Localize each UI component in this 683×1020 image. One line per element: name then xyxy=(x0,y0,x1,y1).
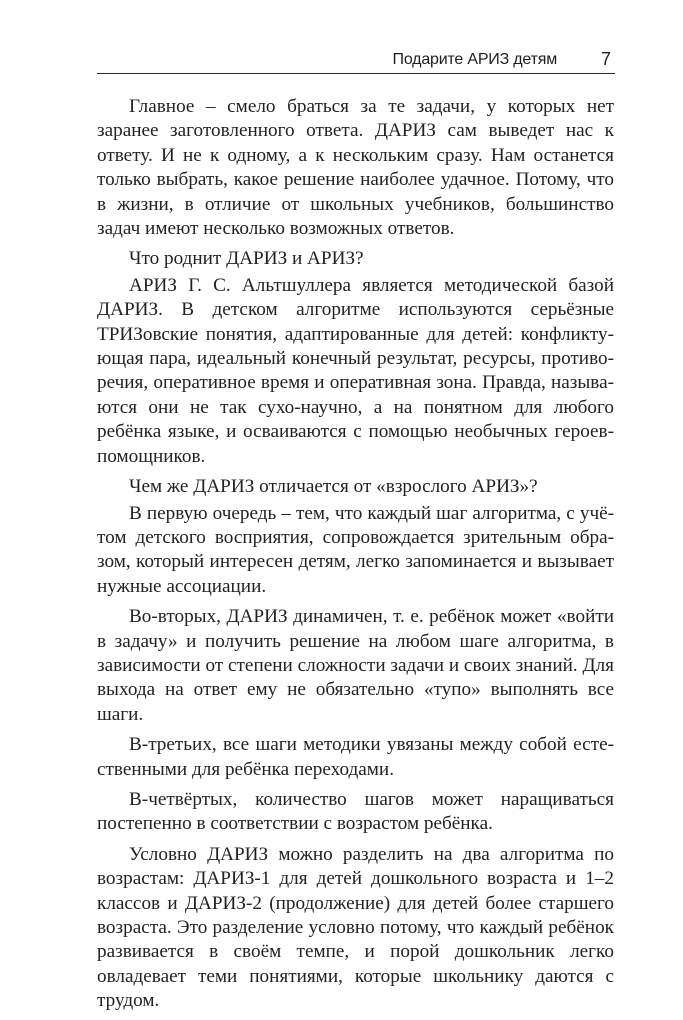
paragraph-question-difference: Чем же ДАРИЗ отличается от «взрослого АРИЗ»? xyxy=(129,476,538,498)
paragraph-age-split: Условно ДАРИЗ можно разделить на два алгоритма по возрастам: ДАРИЗ-1 для детей дошкольного возраста и 1–2 классов и ДАРИЗ-2 (продолжение) для детей более старшего возраста. Это разделение условно потому, что каждый ребёнок развивается в своём темпе, и порой дошкольник легко овладевает теми понятиями, которые школьнику даются с трудом. xyxy=(97,843,614,1012)
paragraph-question-kinship: Что роднит ДАРИЗ и АРИЗ? xyxy=(129,248,364,270)
body-text xyxy=(97,95,614,1020)
paragraph-ariz-basis: АРИЗ Г. С. Альтшуллера является методической базой ДАРИЗ. В детском алгоритме используются серьёзные ТРИЗовские понятия, адаптированные для детей: конфликтующая пара, идеальный конечный результат, ресурсы, противоречия, оперативное время и оперативная зона. Правда, называются они не так сухо-научно, а на понятном для любого ребёнка языке, и осваиваются с помощью необычных героев-помощников. xyxy=(97,274,614,467)
running-header xyxy=(97,40,615,74)
paragraph-first-difference: В первую очередь – тем, что каждый шаг алгоритма, с учётом детского восприятия, сопровождается зрительным образом, который интересен детям, легко запоминается и вызывает нужные ассоциации. xyxy=(97,502,614,597)
paragraph-third-difference: В-третьих, все шаги методики увязаны между собой естественными для ребёнка переходами. xyxy=(97,734,614,780)
running-title: Подарите АРИЗ детям xyxy=(392,51,557,68)
paragraph-fourth-difference: В-четвёртых, количество шагов может наращиваться постепенно в соответствии с возрастом ребёнка. xyxy=(97,788,614,835)
paragraph-second-difference: Во-вторых, ДАРИЗ динамичен, т. е. ребёнок может «войти в задачу» и получить решение на любом шаге алгоритма, в зависимости от степени сложности задачи и своих знаний. Для выхода на ответ ему не обязательно «тупо» выполнять все шаги. xyxy=(97,606,614,725)
paragraph-main-idea: Главное – смело браться за те задачи, у которых нет заранее заготовленного ответа. ДАРИЗ сам выведет нас к ответу. И не к одному, а к нескольким сразу. Нам останется только выбрать, какое решение наиболее удачное. Потому, что в жизни, в отличие от школьных учебников, большинство задач имеют несколько возможных ответов. xyxy=(97,96,614,240)
page-number: 7 xyxy=(600,49,611,69)
